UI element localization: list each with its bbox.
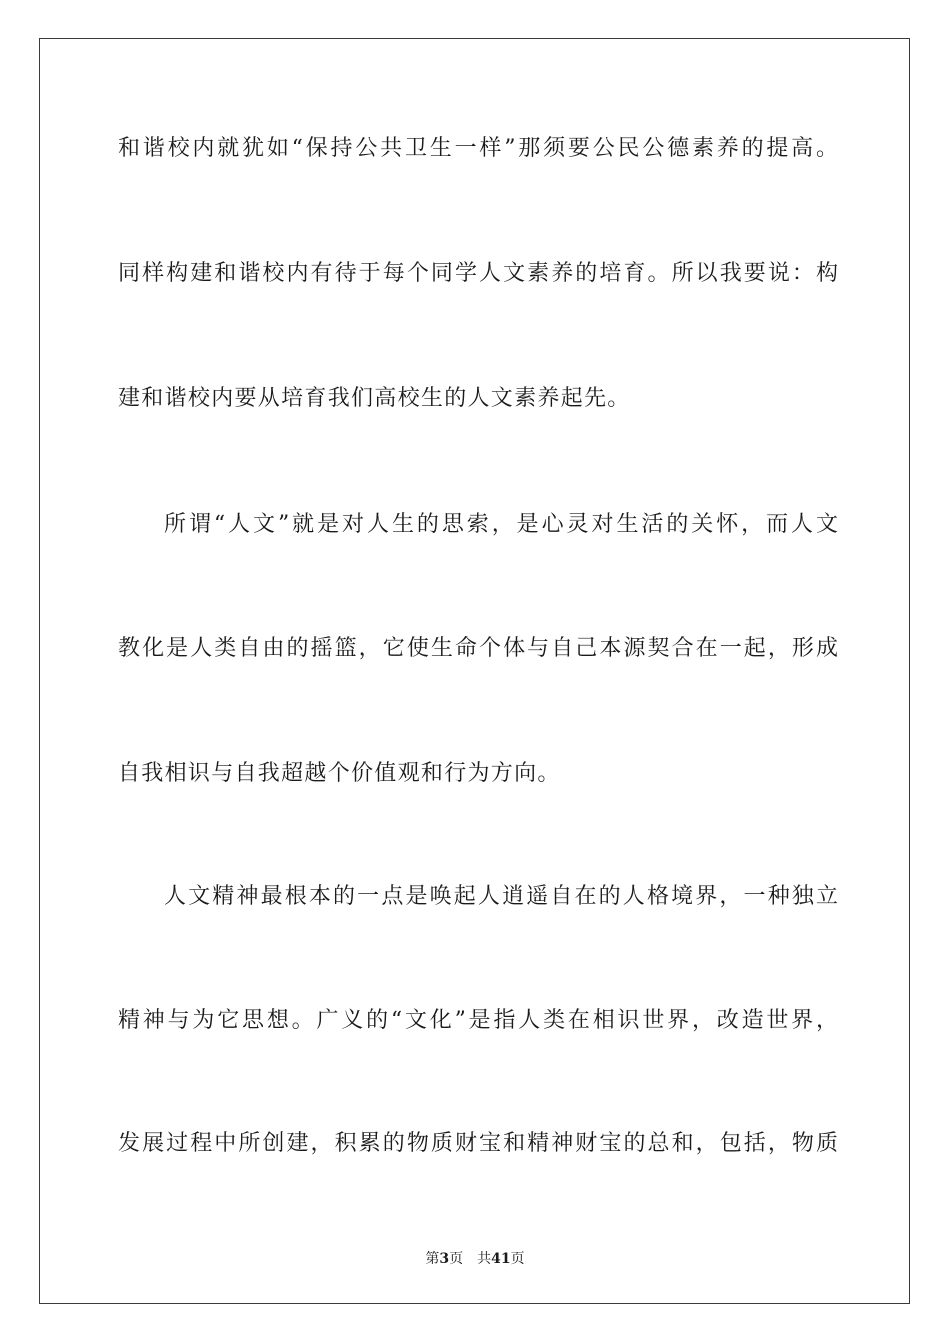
body-line-2: 同样构建和谐校内有待于每个同学人文素养的培育。所以我要说：构 bbox=[118, 261, 838, 286]
total-pages: 41 bbox=[491, 1251, 511, 1267]
page-footer bbox=[0, 1248, 950, 1268]
body-line-7: 人文精神最根本的一点是唤起人逍遥自在的人格境界，一种独立 bbox=[164, 884, 838, 909]
total-suffix: 页 bbox=[510, 1251, 525, 1267]
page-number: 3 bbox=[439, 1251, 450, 1267]
body-line-1: 和谐校内就犹如“保持公共卫生一样”那须要公民公德素养的提高。 bbox=[118, 136, 838, 161]
body-line-4: 所谓“人文”就是对人生的思索，是心灵对生活的关怀，而人文 bbox=[164, 512, 838, 537]
page-prefix: 第 bbox=[425, 1251, 440, 1267]
page-suffix: 页 bbox=[449, 1251, 464, 1267]
body-line-6: 自我相识与自我超越个价值观和行为方向。 bbox=[118, 761, 561, 786]
body-line-3: 建和谐校内要从培育我们高校生的人文素养起先。 bbox=[118, 386, 631, 411]
body-line-5: 教化是人类自由的摇篮，它使生命个体与自己本源契合在一起，形成 bbox=[118, 636, 838, 661]
page-border bbox=[39, 38, 910, 1304]
body-line-8: 精神与为它思想。广义的“文化”是指人类在相识世界，改造世界， bbox=[118, 1008, 838, 1033]
body-line-9: 发展过程中所创建，积累的物质财宝和精神财宝的总和，包括，物质 bbox=[118, 1131, 838, 1156]
total-prefix: 共 bbox=[477, 1251, 492, 1267]
